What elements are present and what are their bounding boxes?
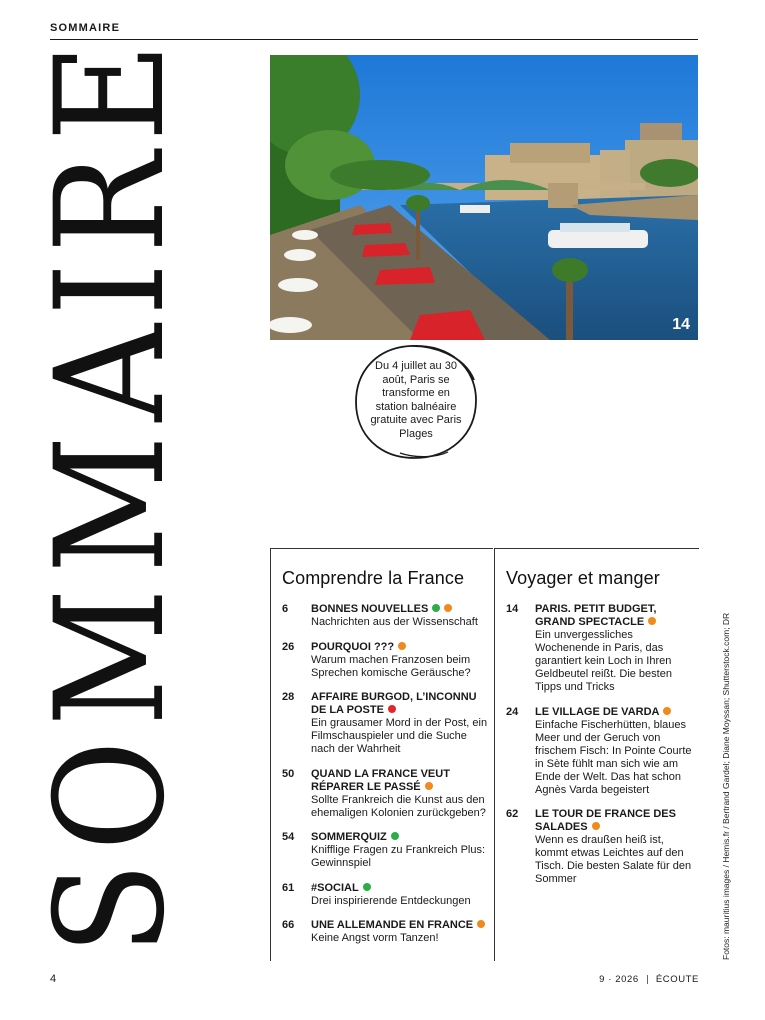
photo-credits-container [719,600,733,960]
big-title [24,42,198,960]
toc-description: Nachrichten aus der Wissenschaft [311,616,478,628]
section-label: SOMMAIRE [50,22,121,34]
toc-title [311,919,493,932]
toc-page-number: 66 [282,919,295,931]
toc-title-text: BONNES NOUVELLES [311,603,429,615]
toc-title-text: PARIS. PETIT BUDGET, GRAND SPECTACLE [535,603,657,628]
toc-page-number: 24 [506,705,519,718]
level-dot-orange-icon [648,617,656,625]
photo-credits: Fotos: mauritius images / Hemis.fr / Bertrand Gardel; Diane Moyssan; Shutterstock.com; DR [721,612,731,960]
toc-body [311,768,493,820]
toc-body [311,919,493,945]
toc-title [535,808,699,834]
big-title-letter: S [24,862,198,955]
toc-page-number: 54 [282,831,295,843]
level-dot-orange-icon [398,642,406,650]
toc-item[interactable] [282,919,493,945]
toc-title [311,603,493,616]
toc-title-text: SOMMERQUIZ [311,831,387,843]
toc-page-number: 50 [282,767,295,780]
level-dot-orange-icon [444,604,452,612]
big-title-letter: M [24,588,198,727]
photo-caption [352,340,480,464]
big-title-container [24,42,198,960]
toc-description: Sollte Frankreich die Kunst aus den ehemaligen Kolonien zurückgeben? [311,793,486,819]
big-title-letter: R [24,152,198,254]
big-title-letter: E [24,42,198,142]
toc-body [535,808,699,886]
toc-title [311,641,493,654]
level-dot-green-icon [432,604,440,612]
level-dot-orange-icon [663,707,671,715]
magazine-name: ÉCOUTE [655,974,699,985]
level-dot-green-icon [391,832,399,840]
photo-page-number: 14 [672,316,690,333]
toc-body [535,603,699,694]
toc-description: Wenn es draußen heiß ist, kommt etwas Leichtes auf den Tisch. Die besten Salate für den Sommer [535,834,692,885]
toc-title-text: LE TOUR DE FRANCE DES SALADES [535,808,676,833]
toc-body [311,603,493,629]
toc-list [271,589,493,945]
toc-description: Knifflige Fragen zu Frankreich Plus: Gewinnspiel [311,844,486,869]
toc-description: Ein unvergessliches Wochenende in Paris, das garantiert kein Loch in Ihren Geldbeutel reißt. Die besten Tipps und Tricks [535,629,672,693]
toc-description: Warum machen Franzosen beim Sprechen komische Geräusche? [311,653,471,679]
toc-title-text: LE VILLAGE DE VARDA [535,705,660,718]
toc-item[interactable] [282,641,493,680]
toc-title-text: QUAND LA FRANCE VEUT RÉPARER LE PASSÉ [311,767,450,793]
big-title-letter: A [24,324,198,422]
toc-title [311,768,493,794]
page-number: 4 [50,973,57,985]
caption-text: Du 4 juillet au 30 août, Paris se transforme en station balnéaire gratuite avec Paris Plages [370,360,462,440]
toc-page-number: 6 [282,603,289,615]
header-divider [50,39,698,40]
big-title-letter: M [24,434,198,573]
toc-item[interactable] [506,808,699,886]
toc-item[interactable] [282,831,493,870]
level-dot-orange-icon [477,920,485,928]
toc-description: Drei inspirierende Entdeckungen [311,894,471,907]
toc-page-number: 61 [282,881,295,894]
level-dot-red-icon [388,705,396,713]
footer-divider [647,975,648,984]
toc-title-text: POURQUOI ??? [311,640,395,653]
toc-title-text: #SOCIAL [311,881,359,894]
toc-description: Einfache Fischerhütten, blaues Meer und der Geruch von frischem Fisch: In Pointe Courte in Sète fühlt man sich wie am Ende der Welt. Das hat schon Agnès Varda begeistert [535,718,692,796]
toc-page-number: 62 [506,808,519,820]
level-dot-orange-icon [592,822,600,830]
toc-title [535,603,699,629]
toc-column-right [494,548,699,961]
toc-item[interactable] [282,882,493,908]
footer-issue [599,974,699,985]
cover-photo[interactable] [270,55,698,340]
toc-title-text: UNE ALLEMANDE EN FRANCE [311,919,474,931]
big-title-letter: O [24,740,198,852]
toc-title [311,882,493,895]
toc-item[interactable] [282,691,493,756]
toc-item[interactable] [506,706,699,797]
paris-seine-photo-icon [270,55,698,340]
toc-item[interactable] [282,603,493,629]
toc-title-text: AFFAIRE BURGOD, L’INCONNU DE LA POSTE [311,691,477,716]
toc-description: Keine Angst vorm Tanzen! [311,932,439,944]
toc-item[interactable] [506,603,699,694]
toc-body [311,691,493,756]
toc-body [535,706,699,797]
toc-list [495,589,699,886]
level-dot-green-icon [363,883,371,891]
toc-page-number: 28 [282,691,295,703]
toc-title [311,691,493,717]
toc-description: Ein grausamer Mord in der Post, ein Filmschauspieler und die Suche nach der Wahrheit [311,717,488,755]
toc-title [311,831,493,844]
big-title-letter: I [24,262,198,316]
level-dot-orange-icon [425,782,433,790]
toc-body [311,831,493,870]
column-title: Comprendre la France [282,568,465,588]
toc-page-number: 14 [506,603,519,615]
toc-page-number: 26 [282,640,295,653]
issue-number: 9 · 2026 [599,974,639,985]
column-title: Voyager et manger [506,568,660,588]
toc-body [311,641,493,680]
toc-title [535,706,699,719]
toc-column-left [270,548,493,961]
toc-body [311,882,493,908]
toc-item[interactable] [282,768,493,820]
